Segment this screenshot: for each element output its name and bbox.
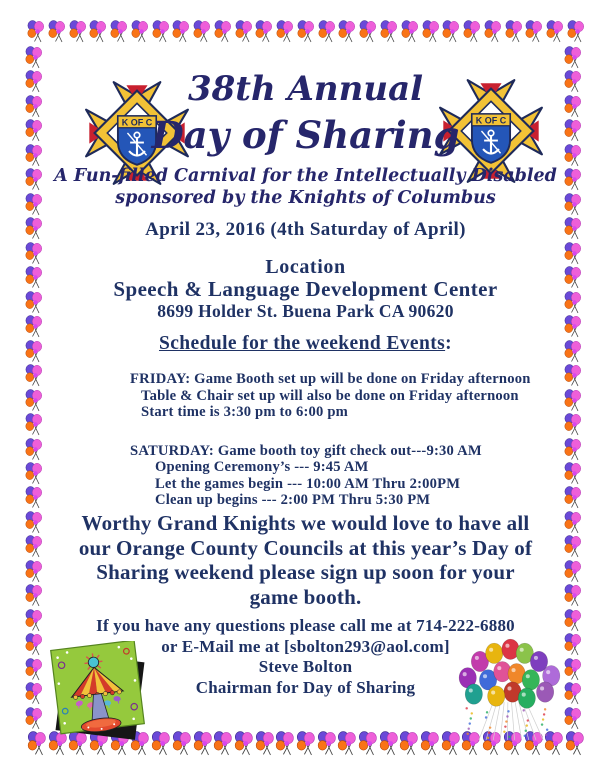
balloon-cluster-icon (442, 20, 459, 43)
balloon-cluster-icon (25, 364, 42, 387)
balloon-cluster-icon (564, 291, 581, 314)
balloon-cluster-icon (25, 413, 42, 436)
message-line: Sharing weekend please sign up soon for your (96, 560, 515, 584)
balloon-cluster-icon (25, 462, 42, 485)
balloon-border-top (27, 20, 584, 43)
schedule-saturday-line: Let the games begin --- 10:00 AM Thru 2:00PM (155, 475, 461, 492)
balloon-cluster-icon (48, 20, 65, 43)
balloon-cluster-icon (172, 731, 191, 756)
balloon-cluster-icon (235, 20, 252, 43)
balloon-cluster-icon (358, 731, 377, 756)
balloon-cluster-icon (275, 731, 294, 756)
balloon-cluster-icon (359, 20, 376, 43)
balloon-cluster-icon (193, 20, 210, 43)
balloon-cluster-icon (564, 584, 581, 607)
schedule-block (130, 371, 570, 509)
balloon-cluster-icon (151, 731, 170, 756)
balloon-cluster-icon (564, 609, 581, 632)
balloon-cluster-icon (214, 20, 231, 43)
balloon-cluster-icon (25, 707, 42, 730)
balloon-cluster-icon (110, 20, 127, 43)
balloon-cluster-icon (193, 731, 212, 756)
balloon-cluster-icon (317, 731, 336, 756)
balloon-cluster-icon (564, 560, 581, 583)
balloon-cluster-icon (25, 584, 42, 607)
balloon-cluster-icon (25, 217, 42, 240)
balloon-cluster-icon (567, 20, 584, 43)
balloon-cluster-icon (297, 20, 314, 43)
balloon-cluster-icon (25, 438, 42, 461)
balloon-cluster-icon (401, 20, 418, 43)
invitation-message (45, 511, 566, 609)
balloon-cluster-icon (318, 20, 335, 43)
balloon-cluster-icon (564, 168, 581, 191)
balloon-cluster-icon (234, 731, 253, 756)
title-line2: Day of Sharing (151, 112, 460, 157)
balloon-cluster-icon (131, 20, 148, 43)
subtitle (45, 166, 566, 210)
balloon-cluster-icon (25, 486, 42, 509)
balloon-cluster-icon (89, 20, 106, 43)
location-address: 8699 Holder St. Buena Park CA 90620 (157, 300, 454, 321)
balloon-cluster-icon (337, 731, 356, 756)
message-line: game booth. (249, 584, 362, 609)
balloon-cluster-icon (564, 70, 581, 93)
page-title (45, 68, 566, 159)
subtitle-line1: A Fun-filled Carnival for the Intellectually Disabled (54, 166, 557, 186)
balloon-cluster-icon (564, 266, 581, 289)
balloon-cluster-icon (564, 144, 581, 167)
balloon-cluster-icon (25, 682, 42, 705)
balloon-cluster-icon (463, 20, 480, 43)
balloon-cluster-icon (25, 119, 42, 142)
balloon-cluster-icon (255, 20, 272, 43)
balloon-cluster-icon (25, 168, 42, 191)
balloon-cluster-icon (25, 511, 42, 534)
balloon-cluster-icon (546, 20, 563, 43)
contact-name: Steve Bolton (258, 657, 353, 677)
contact-email-line: or E-Mail me at [sbolton293@aol.com] (161, 636, 450, 656)
balloon-cluster-icon (25, 95, 42, 118)
balloon-cluster-icon (338, 20, 355, 43)
balloon-cluster-icon (564, 119, 581, 142)
balloon-cluster-icon (25, 609, 42, 632)
emblem-text: K OF C (121, 117, 153, 128)
balloon-cluster-icon (25, 315, 42, 338)
schedule-heading: Schedule for the weekend Events: (158, 333, 453, 354)
balloon-cluster-icon (25, 389, 42, 412)
balloon-cluster-icon (484, 20, 501, 43)
balloon-cluster-icon (25, 46, 42, 69)
balloon-cluster-icon (422, 20, 439, 43)
balloon-cluster-icon (564, 217, 581, 240)
balloon-cluster-icon (25, 658, 42, 681)
event-date: April 23, 2016 (4th Saturday of April) (145, 219, 466, 240)
balloon-cluster-icon (564, 535, 581, 558)
balloon-cluster-icon (564, 242, 581, 265)
balloon-border-left (25, 46, 42, 730)
schedule-friday-line: FRIDAY: Game Booth set up will be done on Friday afternoon (130, 371, 531, 387)
balloon-cluster-icon (420, 731, 439, 756)
contact-role: Chairman for Day of Sharing (195, 677, 416, 697)
balloon-cluster-icon (380, 20, 397, 43)
balloon-cluster-icon (27, 731, 46, 756)
balloon-cluster-icon (25, 560, 42, 583)
balloon-cluster-icon (505, 20, 522, 43)
schedule-saturday-line: Clean up begins --- 2:00 PM Thru 5:30 PM (155, 492, 431, 508)
carousel-clipart (46, 641, 150, 741)
title-line1: 38th Annual (187, 69, 424, 109)
location-heading: Location (265, 256, 346, 278)
balloon-cluster-icon (564, 193, 581, 216)
message-line: Worthy Grand Knights we would love to have all (81, 511, 530, 535)
balloon-cluster-icon (25, 291, 42, 314)
balloon-cluster-icon (25, 535, 42, 558)
balloon-cluster-icon (525, 20, 542, 43)
location-block (45, 256, 566, 322)
balloon-cluster-icon (25, 144, 42, 167)
balloon-cluster-icon (564, 46, 581, 69)
balloon-cluster-icon (152, 20, 169, 43)
balloon-cluster-icon (172, 20, 189, 43)
subtitle-line2: sponsored by the Knights of Columbus (115, 187, 496, 208)
balloon-cluster-icon (69, 20, 86, 43)
balloon-cluster-icon (564, 511, 581, 534)
location-venue: Speech & Language Development Center (113, 277, 498, 302)
balloon-cluster-icon (25, 70, 42, 93)
balloon-cluster-icon (379, 731, 398, 756)
balloon-cluster-icon (564, 315, 581, 338)
balloon-cluster-icon (25, 633, 42, 656)
schedule-saturday-line: SATURDAY: Game booth toy gift check out---9:30 AM (130, 442, 482, 459)
balloon-cluster-icon (25, 242, 42, 265)
balloon-cluster-icon (255, 731, 274, 756)
balloon-cluster-icon (213, 731, 232, 756)
message-line: our Orange County Councils at this year’s Day of (78, 535, 533, 560)
balloon-cluster-icon (276, 20, 293, 43)
balloon-cluster-icon (564, 95, 581, 118)
balloon-cluster-icon (296, 731, 315, 756)
emblem-text: K OF C (475, 115, 507, 126)
balloon-bouquet-clipart (452, 635, 570, 745)
balloon-cluster-icon (399, 731, 418, 756)
balloon-cluster-icon (564, 340, 581, 363)
schedule-saturday-line: Opening Ceremony’s --- 9:45 AM (155, 459, 369, 475)
contact-phone-line: If you have any questions please call me at 714-222-6880 (96, 616, 515, 635)
balloon-cluster-icon (27, 20, 44, 43)
balloon-cluster-icon (25, 340, 42, 363)
schedule-friday-line: Start time is 3:30 pm to 6:00 pm (141, 404, 349, 420)
balloon-cluster-icon (25, 266, 42, 289)
balloon-cluster-icon (25, 193, 42, 216)
schedule-friday-line: Table & Chair set up will also be done on Friday afternoon (141, 387, 519, 404)
